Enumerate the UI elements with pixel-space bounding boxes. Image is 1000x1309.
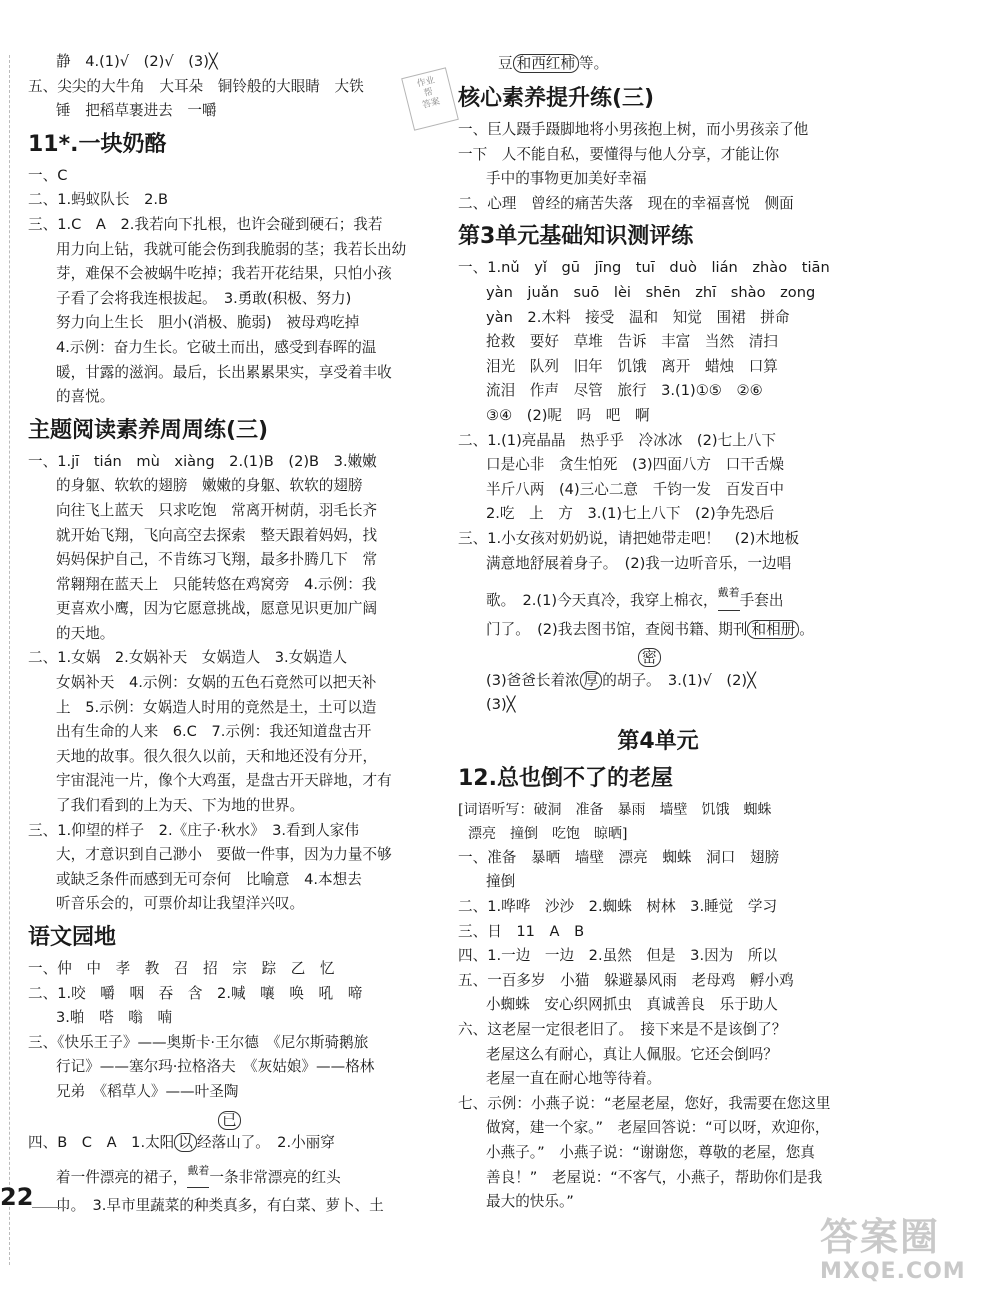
- answer-line: 2.吃 上 方 3.(1)七上八下 (2)争先恐后: [486, 505, 775, 523]
- answer-line: 就开始飞翔，飞向高空去探索 整天跟着妈妈，找: [56, 526, 378, 544]
- section-title-11: 11*.一块奶酪: [28, 131, 167, 157]
- section-11-answers: [28, 164, 448, 410]
- answer-text: 等。: [579, 55, 609, 72]
- test-answers: [458, 256, 858, 576]
- watermark-url: MXQE.COM: [820, 1259, 966, 1284]
- answer-line: 二、1.咬 嚼 咽 吞 含 2.喊 嚷 唤 吼 啼: [28, 984, 363, 1002]
- vocab-line: [词语听写：破洞 准备 暴雨 墙壁 饥饿 蜘蛛: [458, 801, 772, 818]
- circled-word: 和西红柿: [513, 54, 579, 73]
- answer-line: [28, 1155, 448, 1194]
- answer-line: [458, 50, 858, 78]
- answer-line: 老屋一直在耐心地等待着。: [486, 1070, 662, 1088]
- answer-line: 二、1.哗哗 沙沙 2.蜘蛛 树林 3.睡觉 学习: [458, 898, 778, 916]
- answer-line: 行记》——塞尔玛·拉格洛夫 《灰姑娘》——格林: [56, 1058, 375, 1076]
- answer-text: 手套出: [739, 592, 784, 610]
- page-divider: [9, 55, 10, 1265]
- answer-line: 一、C: [28, 166, 68, 184]
- stamp-text-1: 作业: [415, 75, 436, 90]
- section-title-garden: 语文园地: [28, 925, 117, 950]
- vocab-line: 漂亮 撞倒 吃饱 晾晒]: [468, 825, 628, 842]
- answer-line: 三、1.小女孩对奶奶说，请把她带走吧！ (2)木地板: [458, 529, 800, 547]
- answer-text: 着一件漂亮的裙子，: [56, 1169, 188, 1187]
- answer-text: 的胡子。 3.(1)√ (2)╳: [602, 671, 756, 689]
- left-column: [28, 50, 448, 1219]
- answer-line: 手中的事物更加美好幸福: [486, 170, 647, 188]
- answer-line: 三、1.仰望的样子 2.《庄子·秋水》 3.看到人家伟: [28, 821, 359, 839]
- answer-line: 巾。 3.早市里蔬菜的种类真多，有白菜、萝卜、土: [56, 1197, 384, 1215]
- answer-line: 抢救 要好 草堆 告诉 丰富 当然 清扫: [486, 333, 778, 351]
- section-title-test: 第3单元基础知识测评练: [458, 224, 694, 250]
- answer-line: 芽，难保不会被蜗牛吃掉；我若开花结果，只怕小孩: [56, 265, 392, 283]
- answer-line: 常翱翔在蓝天上 只能转悠在鸡窝旁 4.示例：我: [56, 575, 377, 593]
- stamp-text-3: 答案: [421, 96, 442, 111]
- watermark-logo: 答案圈: [820, 1215, 941, 1259]
- correction-above: 密: [638, 648, 661, 667]
- insertion-mark: 戴着: [718, 576, 740, 611]
- answer-text: 经落山了。 2.小丽穿: [196, 1133, 335, 1151]
- stamp-text-2: 帮: [422, 87, 435, 100]
- answer-line: 流泪 作声 尽管 旅行 3.(1)①⑤ ②⑥: [486, 382, 763, 400]
- correction-above-line: [458, 647, 858, 669]
- answer-line: 三、1.C A 2.我若向下扎根，也许会碰到硬石；我若: [28, 215, 383, 233]
- answer-line: 大，才意识到自己渺小 要做一件事，因为力量不够: [56, 846, 392, 864]
- answer-line: 三、日 11 A B: [458, 922, 585, 940]
- answer-line: 上 5.示例：女娲造人时用的竟然是土，土可以造: [56, 698, 377, 716]
- unit-4-title: 第4单元: [617, 728, 699, 754]
- answer-text: (3)爸爸长着浓: [486, 671, 580, 689]
- answer-line: 小蜘蛛 安心织网抓虫 真诚善良 乐于助人: [486, 996, 778, 1014]
- answer-line: 做窝，建一个家。” 老屋回答说：“可以呀，欢迎你，: [486, 1119, 830, 1137]
- answer-line: 静 4.(1)√ (2)√ (3)╳: [56, 53, 218, 70]
- answer-text: 。: [799, 621, 814, 639]
- answer-line: 六、这老屋一定很老旧了。 接下来是不是该倒了？: [458, 1021, 787, 1039]
- answer-line: 女娲补天 4.示例：女娲的五色石竟然可以把天补: [56, 674, 377, 692]
- answer-line: 五、一百多岁 小猫 躲避暴风雨 老母鸡 孵小鸡: [458, 971, 794, 989]
- answer-line: yàn juǎn suō lèi shēn zhī shào zong: [486, 283, 816, 301]
- answer-line: 天地的故事。很久很久以前，天和地还没有分开，: [56, 747, 378, 765]
- answer-line: 一、1.nǔ yǐ gū jīng tuī duò lián zhào tiān: [458, 259, 830, 277]
- answer-line: [458, 669, 858, 694]
- answer-line: 的身躯、软软的翅膀 嫩嫩的身躯、软软的翅膀: [56, 477, 363, 495]
- vocab-dictation: [458, 798, 858, 846]
- section-12-answers: [458, 846, 858, 1215]
- section-title-12: 12.总也倒不了的老屋: [458, 765, 673, 791]
- garden-answers: [28, 957, 448, 1105]
- answer-line: 宇宙混沌一片，像个大鸡蛋，是盘古开天辟地，才有: [56, 772, 392, 790]
- answer-line: 锤 把稻草裹进去 一嚼: [56, 102, 217, 120]
- answer-line: 努力向上生长 胆小(消极、脆弱) 被母鸡吃掉: [56, 314, 360, 332]
- answer-line: 泪光 队列 旧年 饥饿 离开 蜡烛 口算: [486, 357, 778, 375]
- answer-line: 用力向上钻，我就可能会伤到我脆弱的茎；我若长出幼: [56, 240, 407, 258]
- answer-line: 二、1.女娲 2.女娲补天 女娲造人 3.女娲造人: [28, 649, 348, 667]
- answer-line: 满意地舒展着身子。 (2)我一边听音乐，一边唱: [486, 554, 792, 572]
- answer-line: ③④ (2)呢 吗 吧 啊: [486, 406, 650, 424]
- answer-line: 向往飞上蓝天 只求吃饱 常离开树荫，羽毛长齐: [56, 501, 378, 519]
- answer-line: 三、《快乐王子》——奥斯卡·王尔德 《尼尔斯骑鹅旅: [28, 1033, 369, 1051]
- answer-line: 一、1.jī tián mù xiàng 2.(1)B (2)B 3.嫩嫩: [28, 452, 377, 470]
- answer-line: 二、1.蚂蚁队长 2.B: [28, 191, 169, 209]
- answer-line: 出有生命的人来 6.C 7.示例：我还知道盘古开: [56, 723, 372, 741]
- circled-word: 和相册: [747, 620, 799, 639]
- page-number: 22: [0, 1183, 34, 1211]
- answer-line: 四、1.一边 一边 2.虽然 但是 3.因为 所以: [458, 947, 778, 965]
- answer-text: 四、B C A 1.太阳: [28, 1133, 175, 1151]
- answer-line: 口是心非 贪生怕死 (3)四面八方 口干舌燥: [486, 456, 784, 474]
- insertion-mark: 戴着: [187, 1155, 209, 1188]
- answer-line: 二、心理 曾经的痛苦失落 现在的幸福喜悦 侧面: [458, 194, 794, 212]
- section-title-theme: 主题阅读素养周周练(三): [28, 417, 269, 443]
- answer-line: 善良！” 老屋说：“不客气，小燕子，帮助你们是我: [486, 1168, 823, 1186]
- answer-line: 一、仲 中 孝 教 召 招 宗 踪 乙 忆: [28, 960, 335, 977]
- answer-text: 豆: [498, 55, 513, 72]
- answer-line: yàn 2.木料 接受 温和 知觉 围裙 拼命: [486, 308, 790, 326]
- answer-line: 最大的快乐。”: [486, 1193, 574, 1211]
- answer-line: 暖，甘露的滋润。最后，长出累累果实，享受着丰收: [56, 363, 392, 381]
- answer-line: 4.示例：奋力生长。它破土而出，感受到春晖的温: [56, 338, 377, 356]
- answer-line: 的天地。: [56, 624, 115, 642]
- answer-line: [458, 618, 858, 643]
- answer-line: 一、巨人蹑手蹑脚地将小男孩抱上树，而小男孩亲了他: [458, 121, 809, 138]
- answer-line: 小燕子。” 小燕子说：“谢谢您，尊敬的老屋，您真: [486, 1144, 815, 1161]
- answer-line: 听音乐会的，可票价却让我望洋兴叹。: [56, 895, 305, 913]
- answer-line: [458, 576, 858, 618]
- answer-line: (3)╳: [486, 696, 516, 714]
- answer-text: 歌。 2.(1)今天真冷，我穿上棉衣，: [486, 592, 718, 610]
- circled-word: 以: [174, 1133, 197, 1152]
- correction-above-line: [28, 1111, 448, 1131]
- core-answers: [458, 118, 858, 216]
- correction-above: 已: [218, 1111, 241, 1130]
- answer-line: 的喜悦。: [56, 388, 115, 406]
- answer-line: 一下 人不能自私，要懂得与他人分享，才能让你: [458, 145, 780, 163]
- answer-line: 了我们看到的上为天、下为地的世界。: [56, 797, 305, 815]
- answer-text: 一条非常漂亮的红头: [209, 1169, 341, 1187]
- answer-line: 撞倒: [486, 873, 516, 891]
- answer-line: 老屋这么有耐心，真让人佩服。它还会倒吗？: [486, 1045, 778, 1063]
- answer-line: 五、尖尖的大牛角 大耳朵 铜铃般的大眼睛 大铁: [28, 77, 364, 95]
- answer-line: 或缺乏条件而感到无可奈何 比喻意 4.本想去: [56, 870, 362, 888]
- answer-line: [28, 1131, 448, 1156]
- answer-line: 子看了会将我连根拔起。 3.勇敢(积极、努力): [56, 289, 352, 307]
- theme-answers: [28, 450, 448, 917]
- answer-line: 二、1.(1)亮晶晶 热乎乎 冷冰冰 (2)七上八下: [458, 431, 776, 449]
- page-number-rule: [32, 1207, 66, 1208]
- answer-line: 半斤八两 (4)三心二意 千钧一发 百发百中: [486, 480, 784, 498]
- watermark: [820, 1215, 990, 1295]
- section-title-core: 核心素养提升练(三): [458, 86, 655, 111]
- answer-line: 七、示例：小燕子说：“老屋老屋，您好，我需要在您这里: [458, 1094, 831, 1112]
- circled-word: 厚: [580, 671, 603, 690]
- answer-text: 门了。 (2)我去图书馆，查阅书籍、期刊: [486, 621, 748, 639]
- answer-line: 3.啪 嗒 嗡 喃: [56, 1009, 173, 1027]
- answer-line: 妈妈保护自己，不肯练习飞翔，最多扑腾几下 常: [56, 551, 378, 569]
- right-column: [458, 50, 858, 1215]
- answer-line: 更喜欢小鹰，因为它愿意挑战，愿意见识更加广阔: [56, 600, 378, 618]
- answer-line: 一、准备 暴晒 墙壁 漂亮 蜘蛛 洞口 翅膀: [458, 848, 780, 866]
- answer-line: 兄弟 《稻草人》——叶圣陶: [56, 1082, 239, 1100]
